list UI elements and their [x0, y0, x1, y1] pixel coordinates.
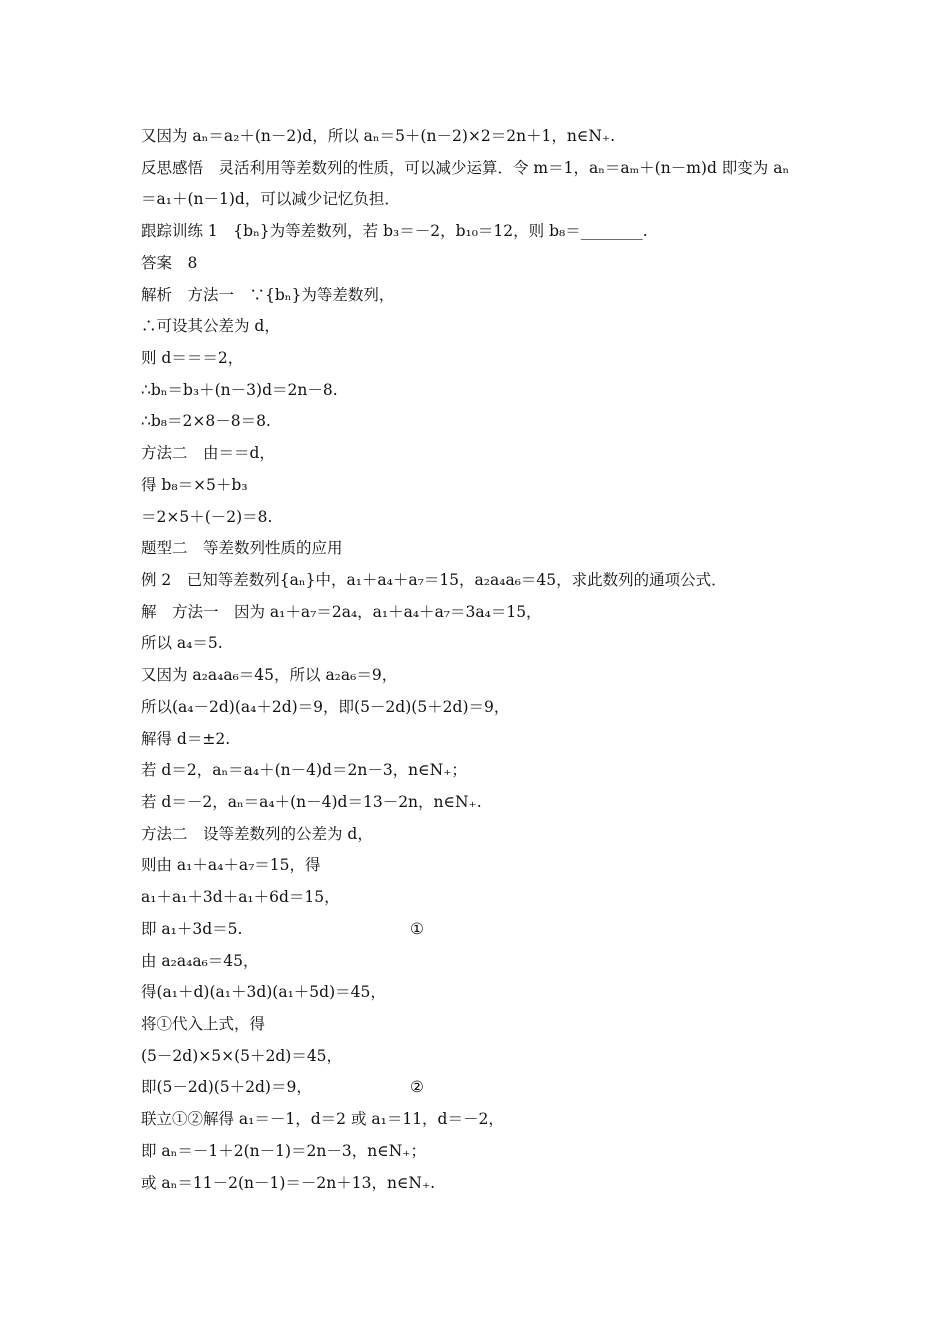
text-line: ＝2×5＋(－2)＝8. [141, 508, 273, 526]
text-line: 所以 a₄＝5. [141, 634, 223, 652]
text-line: 跟踪训练 1 {bₙ}为等差数列，若 b₃＝－2，b₁₀＝12，则 b₈＝________. [141, 222, 648, 240]
text-line: a₁＋a₁＋3d＋a₁＋6d＝15， [141, 888, 340, 906]
text-line: 则 d＝＝＝2， [141, 349, 244, 367]
text-line: ∴bₙ＝b₃＋(n－3)d＝2n－8. [141, 381, 338, 399]
text-line: 即 aₙ＝－1＋2(n－1)＝2n－3，n∈N₊； [141, 1142, 426, 1160]
text-line: 若 d＝－2，aₙ＝a₄＋(n－4)d＝13－2n，n∈N₊. [141, 793, 482, 811]
text-line: 即 a₁＋3d＝5. [141, 920, 243, 938]
text-line: 解 方法一 因为 a₁＋a₇＝2a₄，a₁＋a₄＋a₇＝3a₄＝15， [141, 603, 542, 621]
text-line: 得(a₁＋d)(a₁＋3d)(a₁＋5d)＝45， [141, 983, 386, 1001]
text-line: 又因为 a₂a₄a₆＝45，所以 a₂a₆＝9， [141, 666, 398, 684]
example-statement: 例 2 已知等差数列{aₙ}中，a₁＋a₄＋a₇＝15，a₂a₄a₆＝45，求此数列的通项公式． [141, 571, 727, 589]
text-line: ＝a₁＋(n－1)d，可以减少记忆负担． [141, 190, 400, 208]
text-line: 即(5－2d)(5＋2d)＝9， [141, 1078, 312, 1096]
text-line: 将①代入上式，得 [141, 1015, 266, 1033]
text-line: 联立①②解得 a₁＝－1，d＝2 或 a₁＝11，d＝－2， [141, 1110, 504, 1128]
equation-marker-1: ① [410, 920, 424, 938]
text-line: (5－2d)×5×(5＋2d)＝45， [141, 1047, 343, 1065]
text-line: ∴可设其公差为 d， [141, 317, 280, 335]
text-line: 方法二 设等差数列的公差为 d， [141, 825, 373, 843]
text-line: 解得 d＝±2. [141, 730, 231, 748]
text-line: 由 a₂a₄a₆＝45， [141, 952, 259, 970]
text-line: 得 b₈＝×5＋b₃ [141, 476, 248, 494]
section-heading: 题型二 等差数列性质的应用 [141, 539, 343, 557]
text-line: 反思感悟 灵活利用等差数列的性质，可以减少运算．令 m＝1，aₙ＝aₘ＋(n－m)d 即变为 aₙ [141, 159, 790, 177]
equation-marker-2: ② [410, 1078, 424, 1096]
text-line: 解析 方法一 ∵{bₙ}为等差数列， [141, 286, 395, 304]
text-line: 则由 a₁＋a₄＋a₇＝15，得 [141, 856, 321, 874]
text-line: 所以(a₄－2d)(a₄＋2d)＝9，即(5－2d)(5＋2d)＝9， [141, 698, 510, 716]
text-line: 若 d＝2，aₙ＝a₄＋(n－4)d＝2n－3，n∈N₊； [141, 761, 467, 779]
text-line: ∴b₈＝2×8－8＝8. [141, 412, 271, 430]
text-line: 答案 8 [141, 254, 198, 272]
text-line: 又因为 aₙ＝a₂＋(n－2)d，所以 aₙ＝5＋(n－2)×2＝2n＋1，n∈N₊. [141, 127, 616, 145]
text-line: 方法二 由＝＝d， [141, 444, 275, 462]
text-line: 或 aₙ＝11－2(n－1)＝－2n＋13，n∈N₊. [141, 1174, 436, 1192]
